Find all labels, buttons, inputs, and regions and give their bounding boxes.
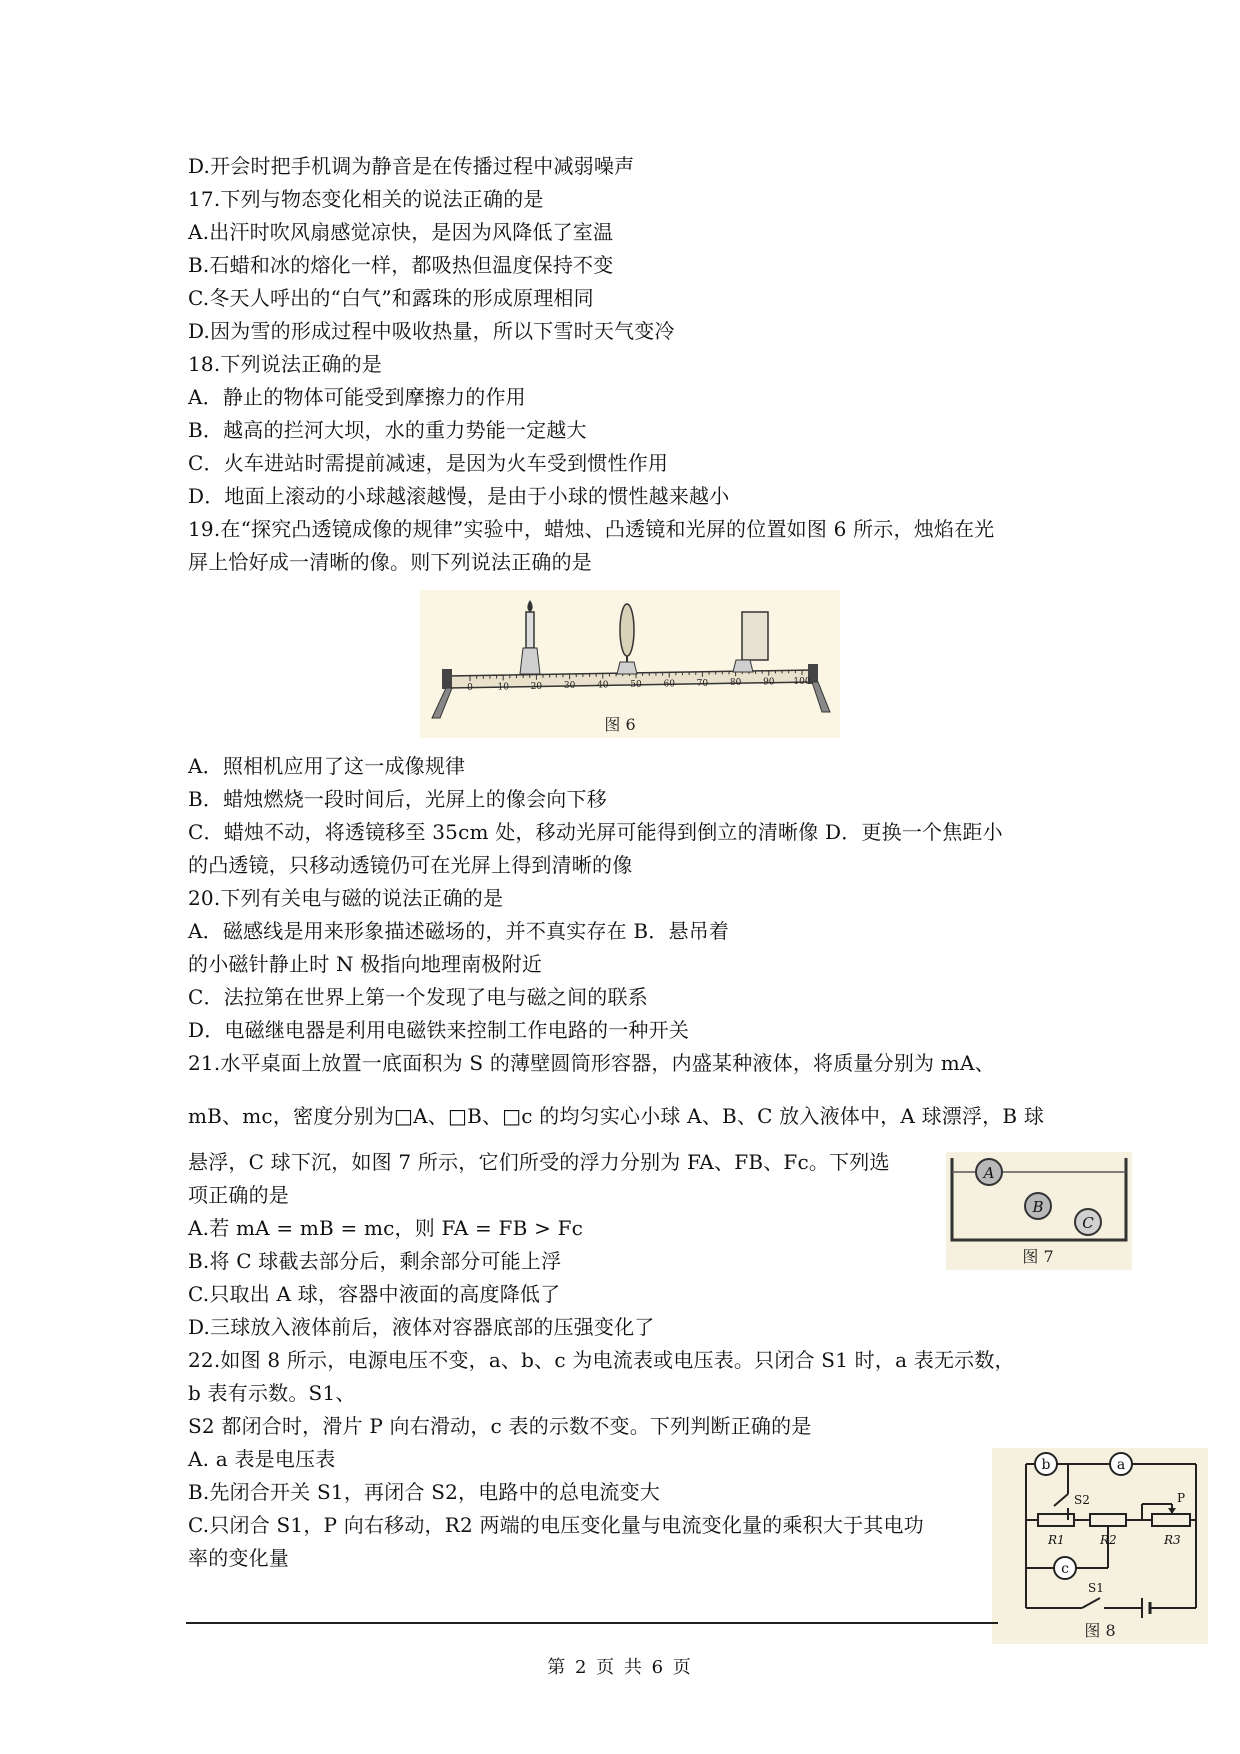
question-22-stem-cont: b 表有示数。S1、 (188, 1381, 356, 1405)
question-20-option-a: A．磁感线是用来形象描述磁场的，并不真实存在 B．悬吊着 (188, 919, 730, 943)
ruler-tick-label: 70 (696, 678, 709, 689)
figure-6-caption: 图 6 (604, 715, 636, 734)
figure-8-caption: 图 8 (1084, 1621, 1116, 1640)
question-22-option-c-cont: 率的变化量 (188, 1546, 289, 1570)
question-18-option-a: A．静止的物体可能受到摩擦力的作用 (188, 385, 526, 409)
question-19-stem: 19.在“探究凸透镜成像的规律”实验中，蜡烛、凸透镜和光屏的位置如图 6 所示，烛焰在光 (188, 517, 995, 541)
question-21-option-a: A.若 mA = mB = mc，则 FA = FB > Fc (188, 1216, 584, 1240)
question-17-option-d: D.因为雪的形成过程中吸收热量，所以下雪时天气变冷 (188, 319, 675, 343)
question-22-stem: 22.如图 8 所示，电源电压不变，a、b、c 为电流表或电压表。只闭合 S1 时，a 表无示数， (188, 1348, 1015, 1372)
question-21-option-b: B.将 C 球截去部分后，剩余部分可能上浮 (188, 1249, 562, 1273)
question-17-option-b: B.石蜡和冰的熔化一样，都吸热但温度保持不变 (188, 253, 614, 277)
ruler-tick-label: 90 (763, 677, 775, 688)
question-18-stem: 18.下列说法正确的是 (188, 352, 383, 376)
meter-c-label: c (1061, 1561, 1069, 1577)
figure-8 (992, 1448, 1208, 1644)
question-21-option-d: D.三球放入液体前后，液体对容器底部的压强变化了 (188, 1315, 655, 1339)
question-22-option-a: A. a 表是电压表 (188, 1447, 336, 1471)
ball-b-label: B (1032, 1198, 1044, 1216)
ruler-tick-label: 80 (729, 678, 742, 689)
meter-a-label: a (1116, 1457, 1126, 1473)
question-17-option-c: C.冬天人呼出的“白气”和露珠的形成原理相同 (188, 286, 594, 310)
figure-6 (420, 590, 840, 738)
question-19-option-a: A．照相机应用了这一成像规律 (188, 754, 466, 778)
question-19-option-d-cont: 的凸透镜，只移动透镜仍可在光屏上得到清晰的像 (188, 853, 633, 877)
label-s1: S1 (1088, 1581, 1104, 1595)
page-footer: 第 2 页 共 6 页 (547, 1657, 693, 1678)
question-18-option-c: C．火车进站时需提前减速，是因为火车受到惯性作用 (188, 451, 669, 475)
ruler-tick-label: 30 (563, 681, 576, 692)
question-20-stem: 20.下列有关电与磁的说法正确的是 (188, 886, 504, 910)
question-19-option-c: C．蜡烛不动，将透镜移至 35cm 处，移动光屏可能得到倒立的清晰像 D．更换一个焦距小 (188, 820, 1003, 844)
ruler-tick-label: 100 (793, 677, 811, 687)
figure-7 (946, 1152, 1132, 1270)
footer-rule (186, 1622, 998, 1624)
question-20-option-b-cont: 的小磁针静止时 N 极指向地理南极附近 (188, 952, 543, 976)
ruler-tick-label: 20 (530, 681, 543, 692)
question-22-stem-cont2: S2 都闭合时，滑片 P 向右滑动，c 表的示数不变。下列判断正确的是 (188, 1414, 812, 1438)
question-22-option-c: C.只闭合 S1，P 向右移动，R2 两端的电压变化量与电流变化量的乘积大于其电功 (188, 1513, 924, 1537)
label-p: P (1177, 1491, 1186, 1505)
label-r1: R1 (1048, 1533, 1065, 1547)
ruler-tick-label: 40 (597, 680, 609, 691)
question-20-option-c: C．法拉第在世界上第一个发现了电与磁之间的联系 (188, 985, 648, 1009)
question-17-stem: 17.下列与物态变化相关的说法正确的是 (188, 187, 544, 211)
text-line: D.开会时把手机调为静音是在传播过程中减弱噪声 (188, 154, 635, 178)
question-18-option-d: D．地面上滚动的小球越滚越慢，是由于小球的惯性越来越小 (188, 484, 730, 508)
ruler-tick-label: 10 (497, 682, 509, 693)
ruler-tick-label: 60 (663, 679, 675, 690)
question-19-stem-cont: 屏上恰好成一清晰的像。则下列说法正确的是 (188, 550, 592, 574)
question-21-stem-cont2: 悬浮，C 球下沉，如图 7 所示，它们所受的浮力分别为 FA、FB、Fc。下列选 (188, 1150, 890, 1174)
ball-a-label: A (983, 1164, 995, 1182)
question-21-stem-cont: mB、mc，密度分别为□A、□B、□c 的均匀实心小球 A、B、C 放入液体中，A 球漂浮，B 球 (188, 1104, 1045, 1128)
question-18-option-b: B．越高的拦河大坝，水的重力势能一定越大 (188, 418, 587, 442)
figure-7-caption: 图 7 (1022, 1247, 1054, 1266)
ball-c-label: C (1082, 1214, 1094, 1232)
ruler-tick-label: 50 (630, 680, 642, 690)
meter-b-label: b (1041, 1457, 1051, 1473)
label-r2: R2 (1100, 1533, 1117, 1547)
ruler-tick-label: 0 (467, 683, 473, 693)
label-r3: R3 (1164, 1533, 1181, 1547)
question-19-option-b: B．蜡烛燃烧一段时间后，光屏上的像会向下移 (188, 787, 607, 811)
question-21-stem: 21.水平桌面上放置一底面积为 S 的薄壁圆筒形容器，内盛某种液体，将质量分别为 mA、 (188, 1051, 995, 1075)
question-22-option-b: B.先闭合开关 S1，再闭合 S2，电路中的总电流变大 (188, 1480, 661, 1504)
label-s2: S2 (1074, 1493, 1090, 1507)
question-17-option-a: A.出汗时吹风扇感觉凉快，是因为风降低了室温 (188, 220, 614, 244)
question-21-stem-cont3: 项正确的是 (188, 1183, 289, 1207)
question-20-option-d: D．电磁继电器是利用电磁铁来控制工作电路的一种开关 (188, 1018, 690, 1042)
question-21-option-c: C.只取出 A 球，容器中液面的高度降低了 (188, 1282, 561, 1306)
